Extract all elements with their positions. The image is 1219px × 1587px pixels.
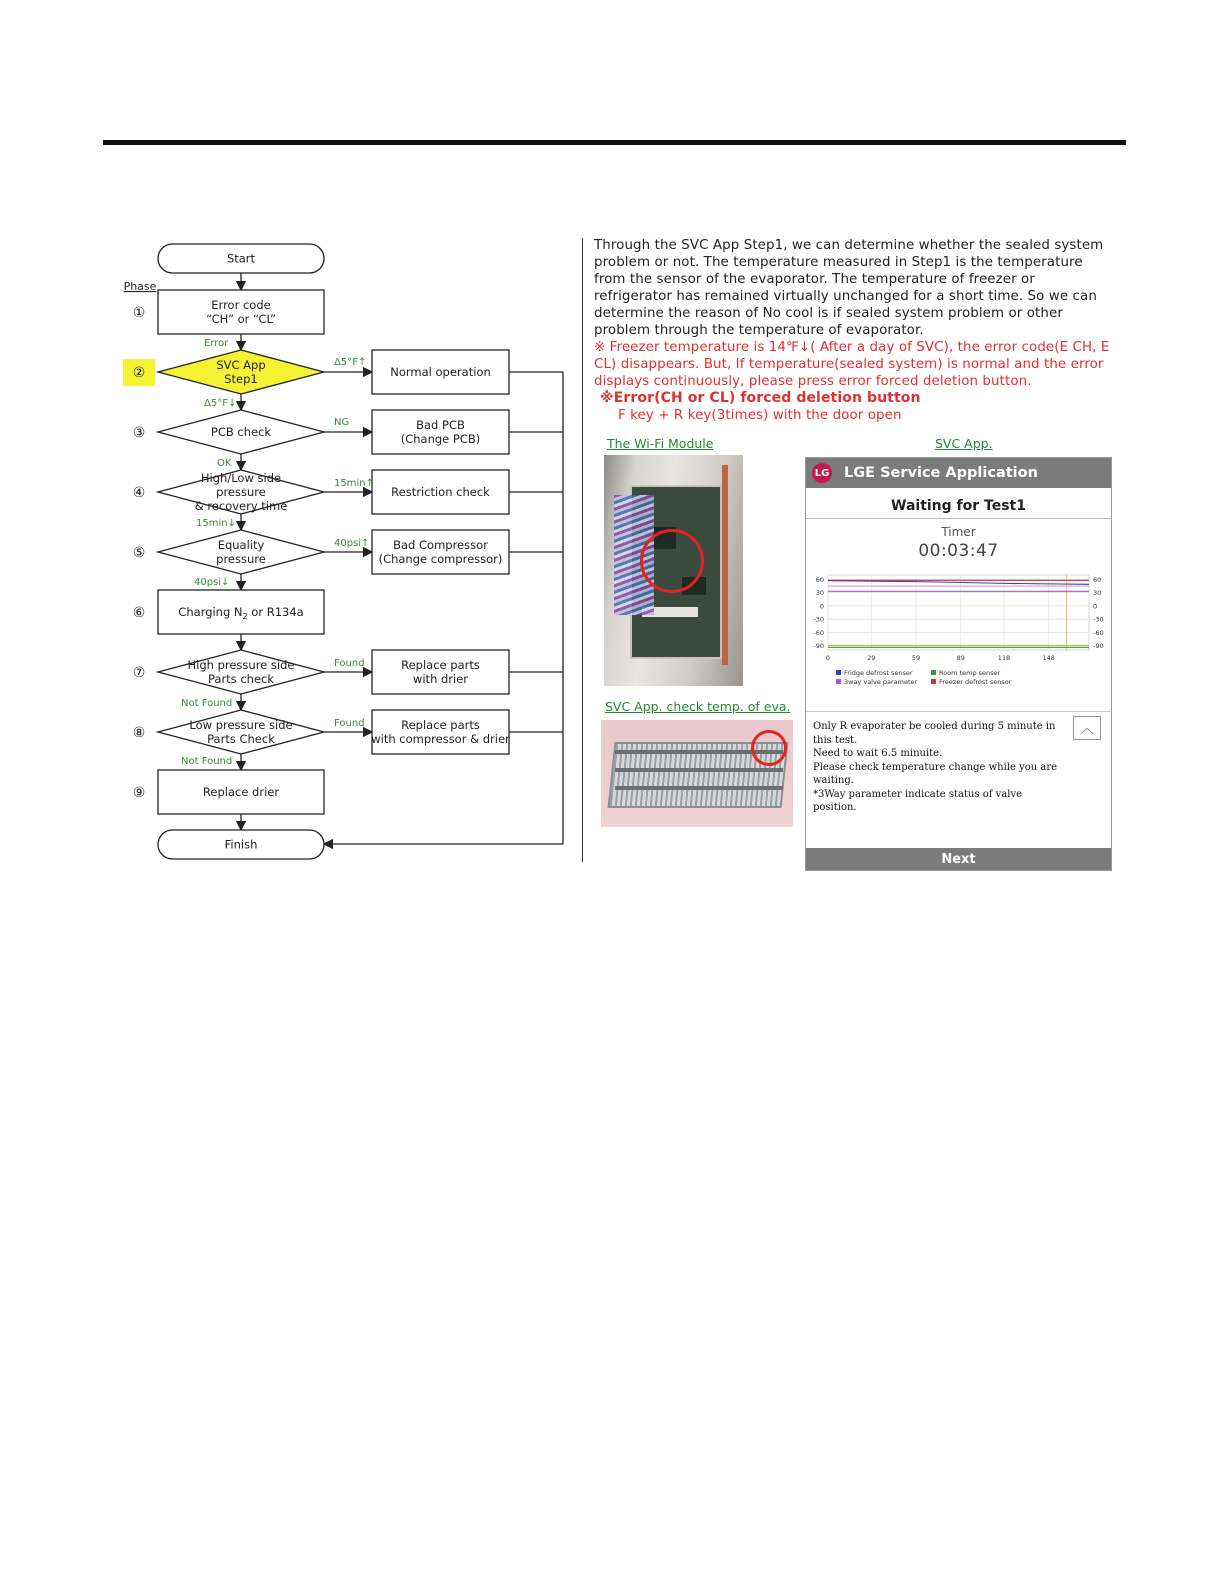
- svc-step1-decision-label: SVC App: [216, 358, 266, 372]
- legend-swatch: [931, 670, 936, 675]
- y-tick-left: -60: [813, 628, 824, 637]
- charging-label: Charging $N_2$ or R134a: [178, 605, 304, 621]
- y-tick-left: -90: [813, 642, 824, 651]
- edge-up15: 15min↑: [334, 478, 374, 489]
- edge-up40: 40psi↑: [334, 538, 370, 549]
- forced-deletion-keys: F key + R key(3times) with the door open: [618, 408, 902, 423]
- y-tick-right: -30: [1093, 615, 1104, 624]
- x-tick: 89: [956, 654, 965, 662]
- phase-label: Phase: [123, 280, 157, 293]
- y-tick-right: 60: [1093, 575, 1102, 584]
- legend-swatch: [836, 670, 841, 675]
- x-tick: 29: [867, 654, 876, 662]
- y-tick-right: -60: [1093, 628, 1104, 637]
- edge-notfound2: Not Found: [181, 756, 233, 767]
- timer-value: 00:03:47: [918, 541, 999, 561]
- highlight-circle-icon: [640, 529, 704, 593]
- phase-number: ⑦: [132, 665, 146, 681]
- wifi-caption: The Wi-Fi Module: [607, 436, 714, 451]
- replace-parts-compressor-box-label: Replace parts: [401, 718, 480, 732]
- temperature-chart: [806, 570, 1111, 710]
- phase-number: ⑨: [132, 785, 146, 801]
- test-status: Waiting for Test1: [806, 488, 1111, 519]
- description-text: [594, 237, 1114, 424]
- eva-caption: SVC App. check temp. of eva.: [605, 699, 791, 714]
- description-para: Through the SVC App Step1, we can determine whether the sealed system problem or not. The temperature measured in Step1 is the temperature from the sensor of the evaporator. The temperature of freezer or refrigerator has remained virtually unchanged for a short time. So we can determine the reason of No cool is if sealed system problem or other problem through the temperature of evaporator.: [594, 238, 1104, 338]
- edge-down40: 40psi↓: [194, 577, 230, 588]
- edge-ok: OK: [217, 458, 232, 469]
- error-code-box-label: “CH” or “CL”: [206, 312, 276, 326]
- restriction-check-box-label: Restriction check: [391, 485, 490, 499]
- high-pressure-parts-decision-label: Parts check: [207, 672, 275, 686]
- legend-swatch: [931, 679, 936, 684]
- finish-node-label: Finish: [224, 837, 258, 852]
- low-pressure-parts-decision-label: Parts Check: [207, 732, 275, 746]
- y-tick-left: 0: [819, 602, 824, 611]
- replace-parts-box-label: Replace parts: [401, 658, 480, 672]
- app-header: [806, 458, 1111, 488]
- pcb-check-decision-label: PCB check: [210, 425, 272, 439]
- bad-compressor-box-label: (Change compressor): [378, 552, 503, 566]
- replace-drier-box-label: Replace drier: [202, 785, 280, 799]
- y-tick-right: 0: [1093, 602, 1098, 611]
- svc-app-screen: [805, 457, 1112, 871]
- phase-number: ⑤: [132, 545, 146, 561]
- error-code-box-label: Error code: [211, 298, 271, 312]
- timer-label: Timer: [941, 525, 976, 539]
- phase-number: ⑧: [132, 725, 146, 741]
- freezer-note: ※ Freezer temperature is 14℉↓( After a day of SVC), the error code(E CH, E CL) disappears. But, If temperature(sealed system) is normal and the error displays continuously, please press error forced deletion button.: [594, 340, 1110, 389]
- message-box: [806, 711, 1111, 848]
- column-divider: [582, 238, 583, 862]
- phase-number: ①: [132, 305, 146, 321]
- legend-label: Freezer defrost sensor: [939, 678, 1012, 686]
- wifi-module-photo: [604, 455, 743, 686]
- edge-up5: Δ5°F↑: [334, 357, 367, 368]
- equality-pressure-decision-label: pressure: [216, 552, 266, 566]
- y-tick-right: -90: [1093, 642, 1104, 651]
- high-low-pressure-decision-label: & recovery time: [194, 499, 288, 513]
- bad-compressor-box-label: Bad Compressor: [393, 538, 488, 552]
- replace-parts-box-label: with drier: [412, 672, 469, 686]
- high-low-pressure-decision-label: pressure: [216, 485, 266, 499]
- forced-deletion-title: ※Error(CH or CL) forced deletion button: [600, 390, 921, 406]
- equality-pressure-decision-label: Equality: [217, 538, 265, 552]
- start-node-label: Start: [226, 251, 256, 266]
- x-tick: 0: [825, 654, 831, 662]
- svc-step1-decision-label: Step1: [224, 372, 258, 386]
- edge-notfound1: Not Found: [181, 698, 233, 709]
- x-tick: 148: [1042, 654, 1055, 662]
- high-pressure-parts-decision-label: High pressure side: [187, 658, 295, 672]
- copper-tube: [722, 465, 728, 665]
- normal-operation-box-label: Normal operation: [390, 365, 491, 379]
- evaporator-photo: [601, 720, 793, 827]
- replace-parts-compressor-box-label: with compressor & drier: [371, 732, 510, 746]
- legend-label: Room temp senser: [939, 669, 1001, 677]
- edge-found1: Found: [334, 658, 365, 669]
- legend-label: 3way valve parameter: [844, 678, 918, 686]
- svc-caption: SVC App.: [935, 436, 993, 451]
- y-tick-left: 30: [815, 589, 824, 598]
- edge-error: Error: [204, 338, 229, 349]
- sensor-circle-icon: [751, 730, 787, 766]
- edge-ng: NG: [334, 417, 350, 428]
- legend-label: Fridge defrost senser: [844, 669, 913, 677]
- phase-number: ②: [132, 365, 146, 381]
- phase-number: ③: [132, 425, 146, 441]
- app-title: LGE Service Application: [844, 465, 1038, 481]
- chevron-up-icon[interactable]: ︿: [1073, 716, 1101, 740]
- y-tick-left: 60: [815, 575, 824, 584]
- phase-number: ⑥: [132, 605, 146, 621]
- bad-pcb-box-label: Bad PCB: [416, 418, 465, 432]
- y-tick-right: 30: [1093, 589, 1102, 598]
- bad-pcb-box-label: (Change PCB): [400, 432, 481, 446]
- edge-down5: Δ5°F↓: [204, 398, 237, 409]
- x-tick: 59: [911, 654, 921, 662]
- lg-logo-icon: LG: [812, 463, 832, 483]
- x-tick: 118: [997, 654, 1011, 662]
- edge-down15: 15min↓: [196, 518, 236, 529]
- next-button[interactable]: Next: [806, 848, 1111, 870]
- phase-number: ④: [132, 485, 146, 501]
- high-low-pressure-decision-label: High/Low side: [200, 471, 282, 485]
- legend-swatch: [836, 679, 841, 684]
- edge-found2: Found: [334, 718, 365, 729]
- y-tick-left: -30: [813, 615, 824, 624]
- low-pressure-parts-decision-label: Low pressure side: [189, 718, 293, 732]
- troubleshooting-flowchart: [0, 0, 580, 870]
- test-message: Only R evaporater be cooled during 5 minute in this test. Need to wait 6.5 minuite. Please check temperature change while you are waiting. *3Way parameter indicate status of valve position.: [813, 721, 1058, 813]
